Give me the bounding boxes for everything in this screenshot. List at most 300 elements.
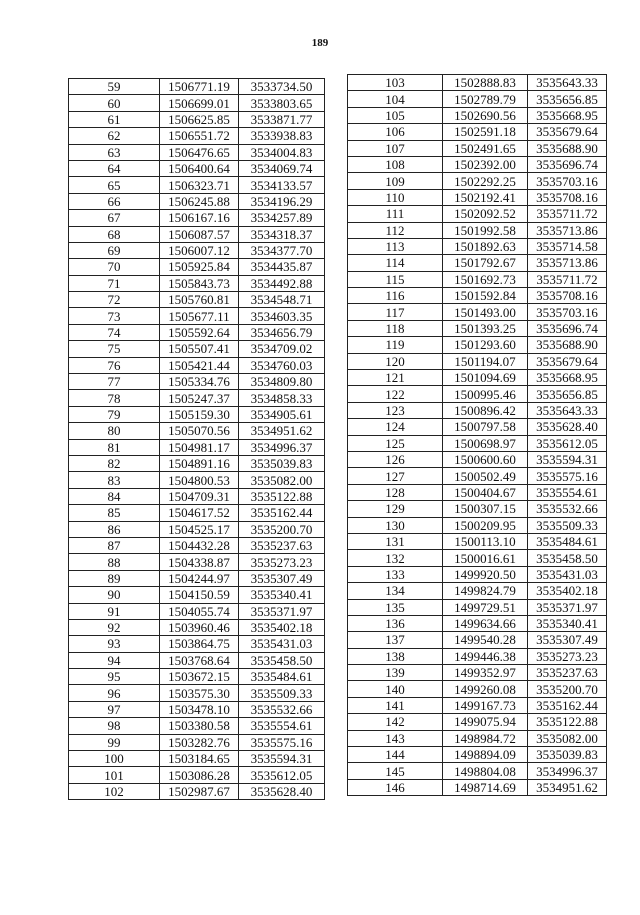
- y-coordinate-cell: 3534435.87: [239, 259, 325, 275]
- table-row: [348, 484, 607, 500]
- x-coordinate-cell: 1505159.30: [160, 406, 239, 422]
- table-row: [69, 111, 325, 127]
- y-coordinate-cell: 3535713.86: [528, 255, 607, 271]
- y-coordinate-cell: 3535554.61: [528, 484, 607, 500]
- table-row: [348, 402, 607, 418]
- point-number-cell: 96: [69, 685, 160, 701]
- x-coordinate-cell: 1506699.01: [160, 95, 239, 111]
- x-coordinate-cell: 1498894.09: [443, 747, 528, 763]
- point-number-cell: 86: [69, 521, 160, 537]
- point-number-cell: 64: [69, 160, 160, 176]
- x-coordinate-cell: 1500113.10: [443, 533, 528, 549]
- table-row: [69, 439, 325, 455]
- point-number-cell: 91: [69, 603, 160, 619]
- point-number-cell: 73: [69, 308, 160, 324]
- x-coordinate-cell: 1504709.31: [160, 488, 239, 504]
- point-number-cell: 87: [69, 537, 160, 553]
- point-number-cell: 133: [348, 566, 443, 582]
- x-coordinate-cell: 1498984.72: [443, 730, 528, 746]
- table-row: [69, 324, 325, 340]
- x-coordinate-cell: 1505592.64: [160, 324, 239, 340]
- table-row: [69, 619, 325, 635]
- table-row: [348, 501, 607, 517]
- table-row: [69, 521, 325, 537]
- y-coordinate-cell: 3535082.00: [239, 472, 325, 488]
- point-number-cell: 97: [69, 701, 160, 717]
- table-row: [348, 238, 607, 254]
- y-coordinate-cell: 3535594.31: [239, 751, 325, 767]
- table-row: [348, 566, 607, 582]
- point-number-cell: 79: [69, 406, 160, 422]
- point-number-cell: 115: [348, 271, 443, 287]
- y-coordinate-cell: 3535594.31: [528, 451, 607, 467]
- point-number-cell: 105: [348, 107, 443, 123]
- y-coordinate-cell: 3535039.83: [239, 455, 325, 471]
- x-coordinate-cell: 1500307.15: [443, 501, 528, 517]
- table-row: [69, 734, 325, 750]
- y-coordinate-cell: 3535656.85: [528, 91, 607, 107]
- x-coordinate-cell: 1505334.76: [160, 374, 239, 390]
- point-number-cell: 131: [348, 533, 443, 549]
- table-row: [348, 288, 607, 304]
- x-coordinate-cell: 1501592.84: [443, 288, 528, 304]
- table-row: [69, 783, 325, 799]
- y-coordinate-cell: 3535122.88: [528, 714, 607, 730]
- x-coordinate-cell: 1503380.58: [160, 718, 239, 734]
- x-coordinate-cell: 1502092.52: [443, 206, 528, 222]
- table-row: [348, 271, 607, 287]
- point-number-cell: 102: [69, 783, 160, 799]
- x-coordinate-cell: 1503768.64: [160, 652, 239, 668]
- table-row: [69, 95, 325, 111]
- point-number-cell: 113: [348, 238, 443, 254]
- point-number-cell: 82: [69, 455, 160, 471]
- x-coordinate-cell: 1505507.41: [160, 341, 239, 357]
- table-row: [69, 751, 325, 767]
- x-coordinate-cell: 1503184.65: [160, 751, 239, 767]
- y-coordinate-cell: 3535532.66: [528, 501, 607, 517]
- point-number-cell: 106: [348, 124, 443, 140]
- point-number-cell: 143: [348, 730, 443, 746]
- y-coordinate-cell: 3535039.83: [528, 747, 607, 763]
- table-row: [348, 681, 607, 697]
- y-coordinate-cell: 3535458.50: [239, 652, 325, 668]
- x-coordinate-cell: 1504432.28: [160, 537, 239, 553]
- y-coordinate-cell: 3534548.71: [239, 292, 325, 308]
- table-row: [69, 160, 325, 176]
- y-coordinate-cell: 3535340.41: [528, 615, 607, 631]
- table-row: [348, 665, 607, 681]
- point-number-cell: 137: [348, 632, 443, 648]
- y-coordinate-cell: 3534196.29: [239, 193, 325, 209]
- point-number-cell: 132: [348, 550, 443, 566]
- x-coordinate-cell: 1503960.46: [160, 619, 239, 635]
- x-coordinate-cell: 1500016.61: [443, 550, 528, 566]
- point-number-cell: 134: [348, 583, 443, 599]
- y-coordinate-cell: 3534951.62: [528, 779, 607, 795]
- point-number-cell: 136: [348, 615, 443, 631]
- y-coordinate-cell: 3535575.16: [528, 468, 607, 484]
- point-number-cell: 103: [348, 75, 443, 91]
- point-number-cell: 101: [69, 767, 160, 783]
- table-row: [69, 587, 325, 603]
- point-number-cell: 118: [348, 320, 443, 336]
- x-coordinate-cell: 1504150.59: [160, 587, 239, 603]
- x-coordinate-cell: 1499540.28: [443, 632, 528, 648]
- table-row: [69, 374, 325, 390]
- y-coordinate-cell: 3535532.66: [239, 701, 325, 717]
- table-row: [348, 451, 607, 467]
- y-coordinate-cell: 3535509.33: [528, 517, 607, 533]
- point-number-cell: 130: [348, 517, 443, 533]
- table-row: [69, 603, 325, 619]
- table-row: [69, 488, 325, 504]
- point-number-cell: 145: [348, 763, 443, 779]
- point-number-cell: 59: [69, 79, 160, 95]
- point-number-cell: 61: [69, 111, 160, 127]
- x-coordinate-cell: 1501293.60: [443, 337, 528, 353]
- y-coordinate-cell: 3534004.83: [239, 144, 325, 160]
- x-coordinate-cell: 1500797.58: [443, 419, 528, 435]
- x-coordinate-cell: 1506323.71: [160, 177, 239, 193]
- y-coordinate-cell: 3534809.80: [239, 374, 325, 390]
- x-coordinate-cell: 1506625.85: [160, 111, 239, 127]
- x-coordinate-cell: 1500502.49: [443, 468, 528, 484]
- y-coordinate-cell: 3535554.61: [239, 718, 325, 734]
- x-coordinate-cell: 1504338.87: [160, 554, 239, 570]
- table-row: [69, 537, 325, 553]
- x-coordinate-cell: 1503575.30: [160, 685, 239, 701]
- x-coordinate-cell: 1504617.52: [160, 505, 239, 521]
- table-row: [69, 669, 325, 685]
- point-number-cell: 93: [69, 636, 160, 652]
- y-coordinate-cell: 3535237.63: [239, 537, 325, 553]
- y-coordinate-cell: 3535711.72: [528, 206, 607, 222]
- x-coordinate-cell: 1499167.73: [443, 697, 528, 713]
- x-coordinate-cell: 1502392.00: [443, 156, 528, 172]
- point-number-cell: 71: [69, 275, 160, 291]
- point-number-cell: 144: [348, 747, 443, 763]
- table-row: [348, 648, 607, 664]
- table-row: [348, 583, 607, 599]
- point-number-cell: 110: [348, 189, 443, 205]
- point-number-cell: 119: [348, 337, 443, 353]
- table-row: [348, 140, 607, 156]
- y-coordinate-cell: 3535200.70: [528, 681, 607, 697]
- y-coordinate-cell: 3534603.35: [239, 308, 325, 324]
- table-row: [69, 210, 325, 226]
- point-number-cell: 114: [348, 255, 443, 271]
- x-coordinate-cell: 1503864.75: [160, 636, 239, 652]
- y-coordinate-cell: 3534951.62: [239, 423, 325, 439]
- y-coordinate-cell: 3535458.50: [528, 550, 607, 566]
- table-row: [348, 763, 607, 779]
- y-coordinate-cell: 3535714.58: [528, 238, 607, 254]
- y-coordinate-cell: 3535082.00: [528, 730, 607, 746]
- y-coordinate-cell: 3535696.74: [528, 156, 607, 172]
- y-coordinate-cell: 3534257.89: [239, 210, 325, 226]
- table-row: [69, 685, 325, 701]
- x-coordinate-cell: 1501792.67: [443, 255, 528, 271]
- point-number-cell: 95: [69, 669, 160, 685]
- table-row: [348, 107, 607, 123]
- y-coordinate-cell: 3535371.97: [528, 599, 607, 615]
- point-number-cell: 69: [69, 242, 160, 258]
- table-row: [69, 308, 325, 324]
- table-row: [69, 554, 325, 570]
- y-coordinate-cell: 3534656.79: [239, 324, 325, 340]
- point-number-cell: 62: [69, 128, 160, 144]
- table-row: [348, 435, 607, 451]
- x-coordinate-cell: 1504800.53: [160, 472, 239, 488]
- point-number-cell: 90: [69, 587, 160, 603]
- x-coordinate-cell: 1499920.50: [443, 566, 528, 582]
- point-number-cell: 60: [69, 95, 160, 111]
- table-row: [69, 718, 325, 734]
- y-coordinate-cell: 3534996.37: [528, 763, 607, 779]
- table-row: [348, 615, 607, 631]
- point-number-cell: 94: [69, 652, 160, 668]
- y-coordinate-cell: 3535122.88: [239, 488, 325, 504]
- y-coordinate-cell: 3535628.40: [528, 419, 607, 435]
- x-coordinate-cell: 1498804.08: [443, 763, 528, 779]
- x-coordinate-cell: 1502292.25: [443, 173, 528, 189]
- x-coordinate-cell: 1503478.10: [160, 701, 239, 717]
- point-number-cell: 100: [69, 751, 160, 767]
- table-row: [348, 779, 607, 795]
- table-row: [348, 304, 607, 320]
- point-number-cell: 123: [348, 402, 443, 418]
- y-coordinate-cell: 3534377.70: [239, 242, 325, 258]
- x-coordinate-cell: 1502987.67: [160, 783, 239, 799]
- table-row: [348, 714, 607, 730]
- x-coordinate-cell: 1499075.94: [443, 714, 528, 730]
- point-number-cell: 142: [348, 714, 443, 730]
- x-coordinate-cell: 1504055.74: [160, 603, 239, 619]
- x-coordinate-cell: 1506551.72: [160, 128, 239, 144]
- coordinates-table-right: [347, 74, 607, 796]
- y-coordinate-cell: 3533871.77: [239, 111, 325, 127]
- point-number-cell: 78: [69, 390, 160, 406]
- x-coordinate-cell: 1506476.65: [160, 144, 239, 160]
- y-coordinate-cell: 3535628.40: [239, 783, 325, 799]
- point-number-cell: 120: [348, 353, 443, 369]
- y-coordinate-cell: 3535402.18: [239, 619, 325, 635]
- coordinates-table-left: [68, 78, 325, 800]
- x-coordinate-cell: 1504891.16: [160, 455, 239, 471]
- x-coordinate-cell: 1500600.60: [443, 451, 528, 467]
- table-row: [348, 206, 607, 222]
- x-coordinate-cell: 1499634.66: [443, 615, 528, 631]
- table-row: [69, 144, 325, 160]
- x-coordinate-cell: 1500698.97: [443, 435, 528, 451]
- x-coordinate-cell: 1505925.84: [160, 259, 239, 275]
- table-row: [348, 599, 607, 615]
- table-row: [69, 636, 325, 652]
- table-row: [69, 79, 325, 95]
- table-row: [69, 292, 325, 308]
- point-number-cell: 124: [348, 419, 443, 435]
- y-coordinate-cell: 3535668.95: [528, 370, 607, 386]
- x-coordinate-cell: 1505070.56: [160, 423, 239, 439]
- x-coordinate-cell: 1501194.07: [443, 353, 528, 369]
- y-coordinate-cell: 3535371.97: [239, 603, 325, 619]
- y-coordinate-cell: 3535431.03: [239, 636, 325, 652]
- point-number-cell: 138: [348, 648, 443, 664]
- y-coordinate-cell: 3535688.90: [528, 140, 607, 156]
- point-number-cell: 83: [69, 472, 160, 488]
- point-number-cell: 65: [69, 177, 160, 193]
- y-coordinate-cell: 3535340.41: [239, 587, 325, 603]
- point-number-cell: 111: [348, 206, 443, 222]
- x-coordinate-cell: 1502591.18: [443, 124, 528, 140]
- x-coordinate-cell: 1506400.64: [160, 160, 239, 176]
- point-number-cell: 81: [69, 439, 160, 455]
- y-coordinate-cell: 3534069.74: [239, 160, 325, 176]
- point-number-cell: 80: [69, 423, 160, 439]
- x-coordinate-cell: 1501493.00: [443, 304, 528, 320]
- y-coordinate-cell: 3535273.23: [528, 648, 607, 664]
- x-coordinate-cell: 1505843.73: [160, 275, 239, 291]
- x-coordinate-cell: 1503086.28: [160, 767, 239, 783]
- table-row: [69, 652, 325, 668]
- table-row: [348, 353, 607, 369]
- point-number-cell: 89: [69, 570, 160, 586]
- table-row: [348, 156, 607, 172]
- x-coordinate-cell: 1500896.42: [443, 402, 528, 418]
- table-row: [69, 357, 325, 373]
- table-row: [69, 570, 325, 586]
- y-coordinate-cell: 3535656.85: [528, 386, 607, 402]
- table-row: [348, 222, 607, 238]
- x-coordinate-cell: 1502888.83: [443, 75, 528, 91]
- point-number-cell: 117: [348, 304, 443, 320]
- y-coordinate-cell: 3535612.05: [239, 767, 325, 783]
- table-row: [348, 91, 607, 107]
- point-number-cell: 66: [69, 193, 160, 209]
- x-coordinate-cell: 1499824.79: [443, 583, 528, 599]
- y-coordinate-cell: 3535509.33: [239, 685, 325, 701]
- point-number-cell: 129: [348, 501, 443, 517]
- y-coordinate-cell: 3535307.49: [239, 570, 325, 586]
- x-coordinate-cell: 1506167.16: [160, 210, 239, 226]
- table-row: [348, 337, 607, 353]
- y-coordinate-cell: 3534905.61: [239, 406, 325, 422]
- x-coordinate-cell: 1501692.73: [443, 271, 528, 287]
- table-row: [348, 632, 607, 648]
- y-coordinate-cell: 3535431.03: [528, 566, 607, 582]
- table-row: [69, 767, 325, 783]
- y-coordinate-cell: 3535711.72: [528, 271, 607, 287]
- y-coordinate-cell: 3535713.86: [528, 222, 607, 238]
- point-number-cell: 84: [69, 488, 160, 504]
- y-coordinate-cell: 3535708.16: [528, 288, 607, 304]
- point-number-cell: 72: [69, 292, 160, 308]
- y-coordinate-cell: 3535643.33: [528, 402, 607, 418]
- table-row: [69, 275, 325, 291]
- table-row: [348, 320, 607, 336]
- y-coordinate-cell: 3534760.03: [239, 357, 325, 373]
- point-number-cell: 63: [69, 144, 160, 160]
- x-coordinate-cell: 1500995.46: [443, 386, 528, 402]
- x-coordinate-cell: 1502789.79: [443, 91, 528, 107]
- point-number-cell: 74: [69, 324, 160, 340]
- point-number-cell: 139: [348, 665, 443, 681]
- y-coordinate-cell: 3534133.57: [239, 177, 325, 193]
- x-coordinate-cell: 1499446.38: [443, 648, 528, 664]
- y-coordinate-cell: 3535703.16: [528, 173, 607, 189]
- y-coordinate-cell: 3535643.33: [528, 75, 607, 91]
- y-coordinate-cell: 3535575.16: [239, 734, 325, 750]
- x-coordinate-cell: 1499729.51: [443, 599, 528, 615]
- table-row: [69, 226, 325, 242]
- y-coordinate-cell: 3534318.37: [239, 226, 325, 242]
- x-coordinate-cell: 1506245.88: [160, 193, 239, 209]
- table-row: [348, 75, 607, 91]
- table-row: [69, 505, 325, 521]
- point-number-cell: 128: [348, 484, 443, 500]
- x-coordinate-cell: 1506007.12: [160, 242, 239, 258]
- y-coordinate-cell: 3535668.95: [528, 107, 607, 123]
- table-row: [69, 193, 325, 209]
- point-number-cell: 108: [348, 156, 443, 172]
- table-row: [69, 406, 325, 422]
- x-coordinate-cell: 1500209.95: [443, 517, 528, 533]
- table-row: [348, 255, 607, 271]
- table-row: [348, 730, 607, 746]
- table-row: [69, 128, 325, 144]
- y-coordinate-cell: 3533803.65: [239, 95, 325, 111]
- point-number-cell: 68: [69, 226, 160, 242]
- table-row: [348, 468, 607, 484]
- table-row: [69, 259, 325, 275]
- point-number-cell: 141: [348, 697, 443, 713]
- table-row: [348, 517, 607, 533]
- x-coordinate-cell: 1504525.17: [160, 521, 239, 537]
- x-coordinate-cell: 1499260.08: [443, 681, 528, 697]
- y-coordinate-cell: 3533938.83: [239, 128, 325, 144]
- point-number-cell: 146: [348, 779, 443, 795]
- x-coordinate-cell: 1503282.76: [160, 734, 239, 750]
- y-coordinate-cell: 3535679.64: [528, 353, 607, 369]
- y-coordinate-cell: 3534858.33: [239, 390, 325, 406]
- x-coordinate-cell: 1504244.97: [160, 570, 239, 586]
- point-number-cell: 76: [69, 357, 160, 373]
- point-number-cell: 140: [348, 681, 443, 697]
- x-coordinate-cell: 1498714.69: [443, 779, 528, 795]
- x-coordinate-cell: 1506087.57: [160, 226, 239, 242]
- table-row: [348, 550, 607, 566]
- point-number-cell: 127: [348, 468, 443, 484]
- y-coordinate-cell: 3535237.63: [528, 665, 607, 681]
- table-row: [69, 341, 325, 357]
- x-coordinate-cell: 1505677.11: [160, 308, 239, 324]
- y-coordinate-cell: 3535703.16: [528, 304, 607, 320]
- page-number: 189: [311, 37, 329, 49]
- table-row: [348, 370, 607, 386]
- y-coordinate-cell: 3535688.90: [528, 337, 607, 353]
- point-number-cell: 75: [69, 341, 160, 357]
- point-number-cell: 121: [348, 370, 443, 386]
- x-coordinate-cell: 1500404.67: [443, 484, 528, 500]
- x-coordinate-cell: 1505760.81: [160, 292, 239, 308]
- point-number-cell: 126: [348, 451, 443, 467]
- table-row: [69, 390, 325, 406]
- y-coordinate-cell: 3535200.70: [239, 521, 325, 537]
- point-number-cell: 92: [69, 619, 160, 635]
- x-coordinate-cell: 1501393.25: [443, 320, 528, 336]
- y-coordinate-cell: 3535696.74: [528, 320, 607, 336]
